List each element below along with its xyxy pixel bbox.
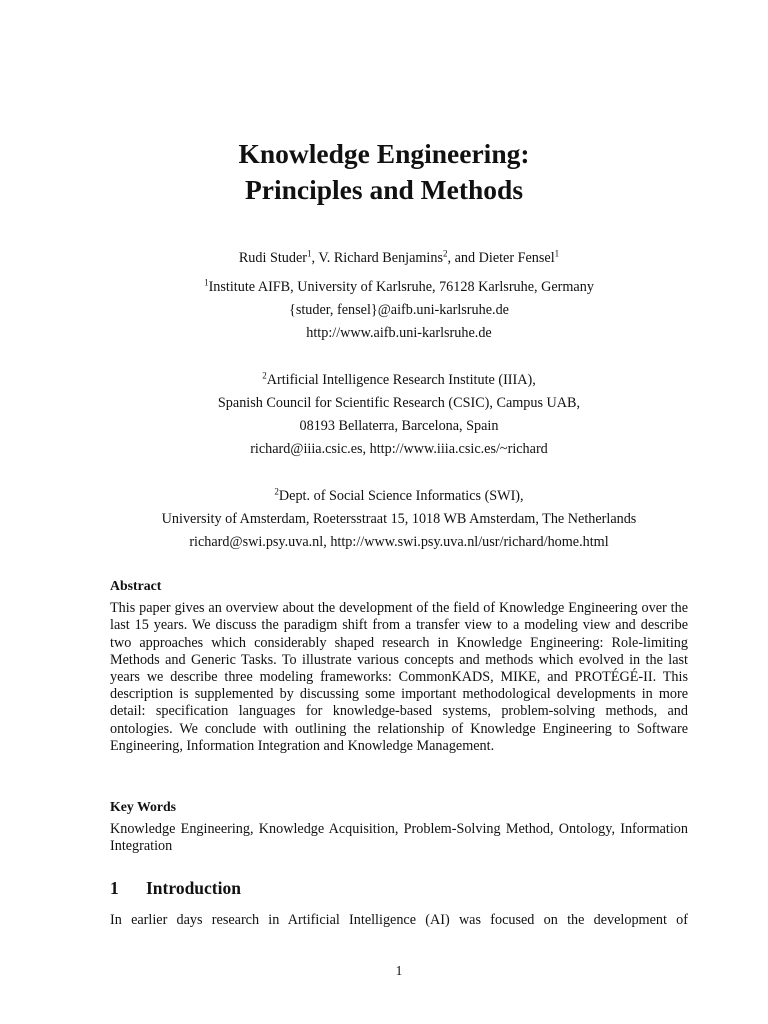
author-line	[0, 250, 768, 267]
affiliation-3	[0, 488, 768, 505]
author-benjamins: , V. Richard Benjamins	[311, 250, 443, 266]
keywords-heading: Key Words	[110, 799, 177, 814]
affiliation-2-contact: richard@iiia.csic.es, http://www.iiia.csic.es/~richard	[250, 441, 548, 457]
page-number: 1	[395, 963, 403, 978]
section-number: 1	[110, 878, 119, 898]
affiliation-1-name: Institute AIFB, University of Karlsruhe, 76128 Karlsruhe, Germany	[208, 279, 594, 295]
affiliation-2-line-2: Spanish Council for Scientific Research (CSIC), Campus UAB,	[217, 395, 581, 411]
affiliation-1-sup: 1	[204, 277, 209, 288]
intro-text: In earlier days research in Artificial Intelligence (AI) was focused on the development of	[110, 912, 688, 928]
affiliation-2-name: Artificial Intelligence Research Institute (IIIA),	[266, 372, 536, 388]
author-sup-3: 1	[554, 248, 560, 259]
author-fensel: , and Dieter Fensel	[447, 250, 555, 266]
abstract-heading: Abstract	[110, 578, 162, 593]
paper-title	[0, 136, 768, 208]
abstract-text: This paper gives an overview about the development of the field of Knowledge Engineering over the last 15 years. We discuss the paradigm shift from a transfer view to a modeling view and describe two approaches which considerably shaped research in Knowledge Engineering: Role-limiting Methods and Generic Tasks. To illustrate various concepts and methods which evolved in the last years we describe three modeling frameworks: CommonKADS, MIKE, and PROTÉGÉ-II. This description is supplemented by discussing some important methodological developments in more detail: specification languages for knowledge-based systems, problem-solving methods, and ontologies. We conclude with outlining the relationship of Knowledge Engineering to Software Engineering, Information Integration and Knowledge Management.	[110, 600, 688, 754]
affiliation-2	[0, 372, 768, 389]
affiliation-1-email: {studer, fensel}@aifb.uni-karlsruhe.de	[289, 302, 509, 318]
keywords-section	[110, 798, 688, 856]
affiliation-3-name: Dept. of Social Science Informatics (SWI),	[278, 488, 524, 504]
abstract-section	[110, 577, 688, 755]
affiliation-3-line-2: University of Amsterdam, Roetersstraat 15, 1018 WB Amsterdam, The Netherlands	[161, 511, 637, 527]
keywords-text: Knowledge Engineering, Knowledge Acquisition, Problem-Solving Method, Ontology, Information Integration	[110, 821, 688, 855]
title-line-2: Principles and Methods	[244, 174, 524, 205]
author-studer: Rudi Studer	[238, 250, 307, 266]
affiliation-1-url: http://www.aifb.uni-karlsruhe.de	[306, 325, 492, 341]
section-heading	[110, 878, 241, 899]
author-sup-2: 2	[443, 248, 448, 259]
section-title: Introduction	[146, 878, 241, 898]
affiliation-3-sup: 2	[274, 486, 279, 497]
affiliation-3-contact: richard@swi.psy.uva.nl, http://www.swi.psy.uva.nl/usr/richard/home.html	[189, 534, 609, 550]
affiliation-2-line-3: 08193 Bellaterra, Barcelona, Spain	[299, 418, 499, 434]
title-line-1: Knowledge Engineering:	[238, 138, 530, 169]
author-sup-1: 1	[307, 248, 312, 259]
affiliation-1	[0, 279, 768, 296]
affiliation-2-sup: 2	[262, 370, 267, 381]
